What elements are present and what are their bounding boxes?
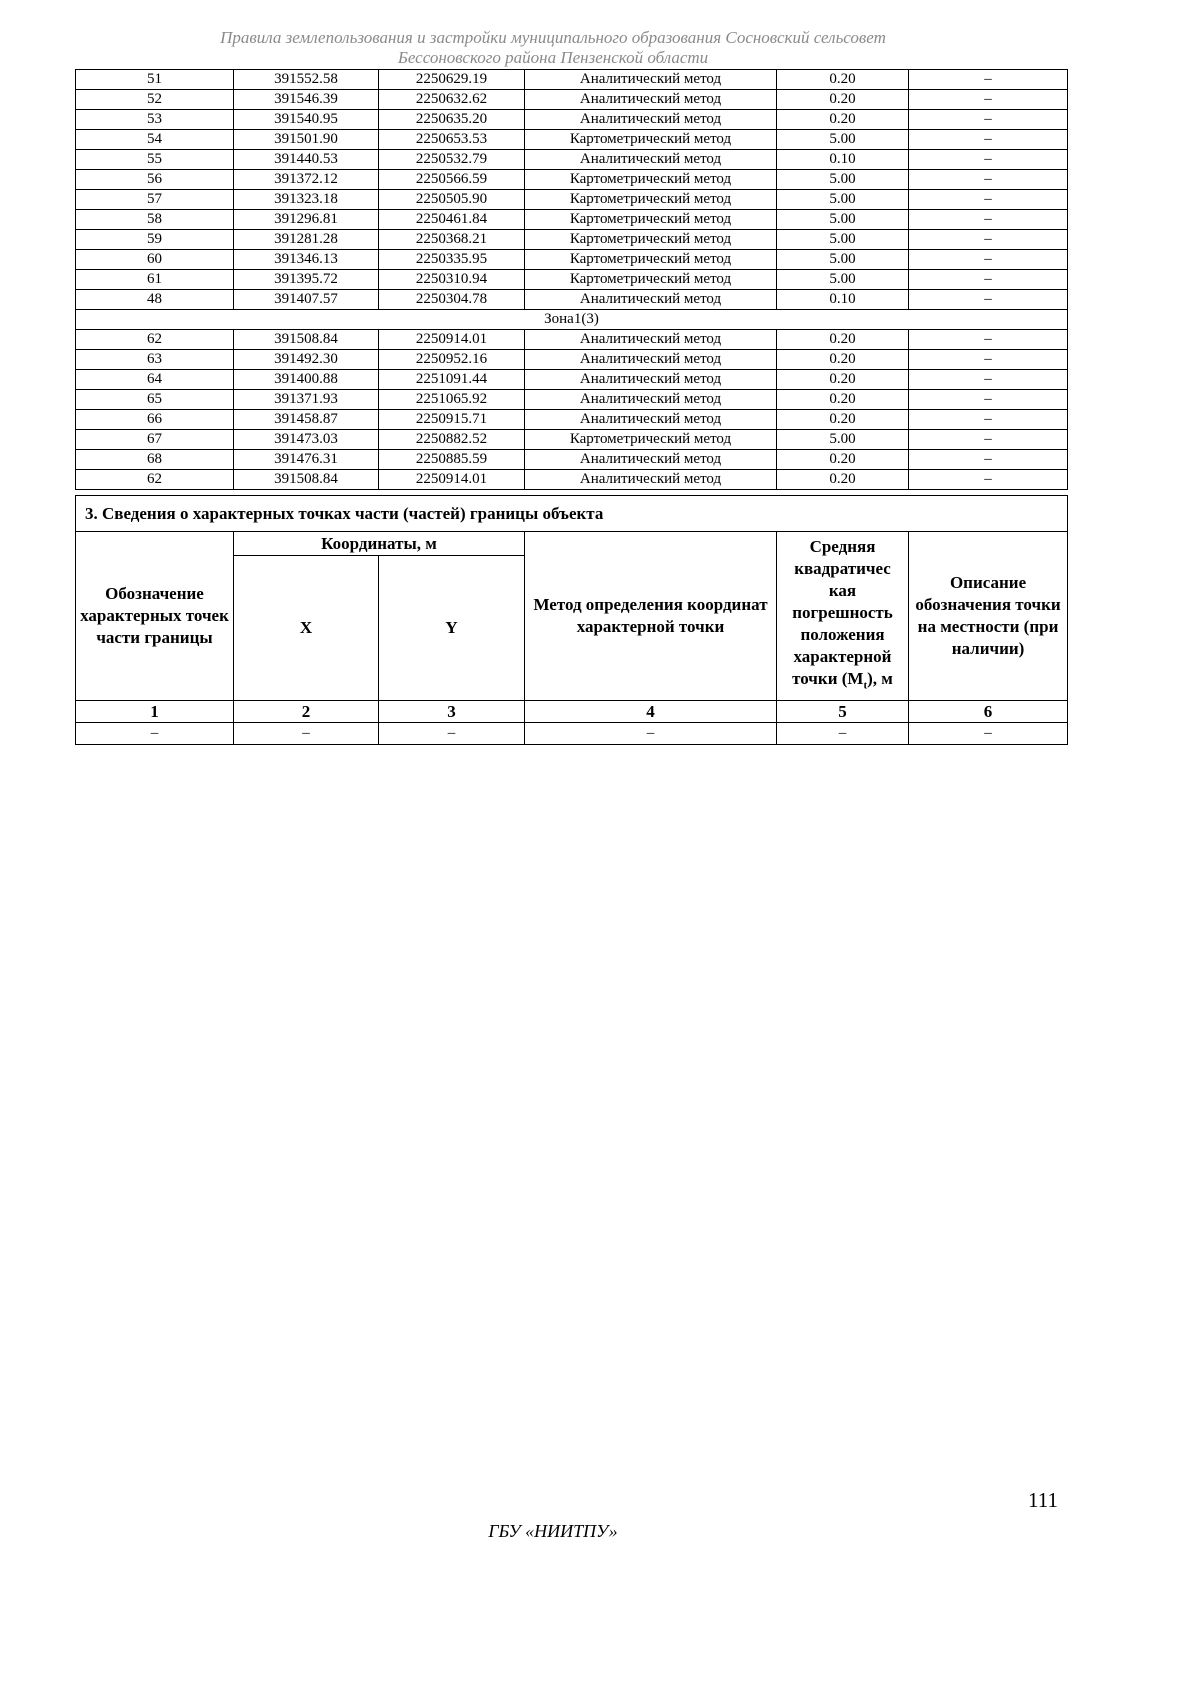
table-cell: Картометрический метод [525, 170, 777, 190]
table-cell: 62 [76, 330, 234, 350]
table-cell: – [234, 723, 379, 745]
table-row [76, 130, 1068, 150]
table-cell: – [909, 390, 1068, 410]
table-cell: 57 [76, 190, 234, 210]
table-cell: 391407.57 [234, 290, 379, 310]
table-cell: Картометрический метод [525, 430, 777, 450]
column-number: 1 [76, 701, 234, 723]
table-cell: Аналитический метод [525, 290, 777, 310]
table-cell: 2250368.21 [379, 230, 525, 250]
table-cell: 5.00 [777, 230, 909, 250]
table-cell: 2250653.53 [379, 130, 525, 150]
column-number: 2 [234, 701, 379, 723]
table-cell: 59 [76, 230, 234, 250]
table-cell: – [909, 430, 1068, 450]
table-cell: 391296.81 [234, 210, 379, 230]
table-row [76, 470, 1068, 490]
table-row [76, 70, 1068, 90]
table-cell: 5.00 [777, 250, 909, 270]
table-cell: 2251091.44 [379, 370, 525, 390]
table-cell: – [909, 110, 1068, 130]
table-cell: 0.20 [777, 350, 909, 370]
table-cell: Аналитический метод [525, 330, 777, 350]
table-cell: Картометрический метод [525, 250, 777, 270]
table-cell: – [909, 250, 1068, 270]
table-cell: – [909, 150, 1068, 170]
header-mean-square-error: Средняя квадратичес кая погрешность положения характерной точки $(M_t)$, м [777, 532, 909, 701]
table-cell: 5.00 [777, 130, 909, 150]
table-cell: 0.20 [777, 410, 909, 430]
document-footer: ГБУ «НИИТПУ» [488, 1521, 618, 1541]
table-cell: 391323.18 [234, 190, 379, 210]
table-row [76, 330, 1068, 350]
table-cell: Аналитический метод [525, 90, 777, 110]
part-boundary-points-table [75, 495, 1068, 745]
table-cell: 391346.13 [234, 250, 379, 270]
table-cell: – [909, 410, 1068, 430]
table-row [76, 210, 1068, 230]
table-row [76, 110, 1068, 130]
table-cell: 0.20 [777, 70, 909, 90]
table-cell: 391473.03 [234, 430, 379, 450]
table-cell: Аналитический метод [525, 410, 777, 430]
table-row [76, 450, 1068, 470]
table-cell: 2250882.52 [379, 430, 525, 450]
table-cell: 64 [76, 370, 234, 390]
table-cell: Аналитический метод [525, 470, 777, 490]
table-row [76, 250, 1068, 270]
table-cell: Аналитический метод [525, 390, 777, 410]
table-cell: Аналитический метод [525, 110, 777, 130]
table-cell: 2250914.01 [379, 330, 525, 350]
header-x: X [234, 556, 379, 701]
table-cell: 2250304.78 [379, 290, 525, 310]
table-cell: – [909, 170, 1068, 190]
column-number: 4 [525, 701, 777, 723]
table-cell: 2250952.16 [379, 350, 525, 370]
table-cell: 391400.88 [234, 370, 379, 390]
table-cell: – [909, 130, 1068, 150]
table-cell: – [777, 723, 909, 745]
table-cell: 391552.58 [234, 70, 379, 90]
header-point-description: Описание обозначения точки на местности (при наличии) [909, 532, 1068, 701]
table-cell: 391508.84 [234, 470, 379, 490]
table-cell: 61 [76, 270, 234, 290]
column-number: 3 [379, 701, 525, 723]
zone-label: Зона1(3) [76, 310, 1068, 330]
table-row [76, 410, 1068, 430]
table-row [76, 270, 1068, 290]
table-cell: 391281.28 [234, 230, 379, 250]
table-row [76, 90, 1068, 110]
table-cell: 0.20 [777, 110, 909, 130]
table-cell: – [909, 70, 1068, 90]
table-cell: 60 [76, 250, 234, 270]
table-row [76, 430, 1068, 450]
table-cell: – [909, 350, 1068, 370]
table-cell: 2250632.62 [379, 90, 525, 110]
table-cell: Картометрический метод [525, 210, 777, 230]
table-cell: 391395.72 [234, 270, 379, 290]
table-cell: Картометрический метод [525, 190, 777, 210]
table-cell: 391501.90 [234, 130, 379, 150]
table-cell: – [909, 450, 1068, 470]
table-cell: 2250915.71 [379, 410, 525, 430]
table-cell: 53 [76, 110, 234, 130]
section-3-title: 3. Сведения о характерных точках части (частей) границы объекта [76, 496, 1068, 532]
table-cell: – [379, 723, 525, 745]
table-row [76, 170, 1068, 190]
table-cell: Аналитический метод [525, 350, 777, 370]
table-cell: Картометрический метод [525, 130, 777, 150]
table-row [76, 150, 1068, 170]
table-cell: 0.10 [777, 150, 909, 170]
table-cell: – [909, 270, 1068, 290]
table-cell: – [909, 330, 1068, 350]
table-cell: 56 [76, 170, 234, 190]
table-cell: 391508.84 [234, 330, 379, 350]
table-cell: 2250885.59 [379, 450, 525, 470]
table-cell: 0.20 [777, 330, 909, 350]
table-cell: 2250532.79 [379, 150, 525, 170]
table-cell: 2250505.90 [379, 190, 525, 210]
table-cell: 67 [76, 430, 234, 450]
table-cell: 0.20 [777, 90, 909, 110]
table-row [76, 190, 1068, 210]
column-number: 5 [777, 701, 909, 723]
table-cell: – [909, 230, 1068, 250]
table-cell: – [909, 190, 1068, 210]
table-cell: 58 [76, 210, 234, 230]
table-row [76, 230, 1068, 250]
table-cell: 62 [76, 470, 234, 490]
table-row [76, 370, 1068, 390]
table-cell: 68 [76, 450, 234, 470]
table-cell: 0.20 [777, 370, 909, 390]
table-cell: – [909, 90, 1068, 110]
table-cell: 2250629.19 [379, 70, 525, 90]
document-running-header: Правила землепользования и застройки муниципального образования Сосновский сельсовет [220, 28, 886, 47]
table-cell: 2251065.92 [379, 390, 525, 410]
table-cell: 2250310.94 [379, 270, 525, 290]
table-cell: 2250461.84 [379, 210, 525, 230]
table-cell: 5.00 [777, 210, 909, 230]
table-cell: 2250335.95 [379, 250, 525, 270]
header-point-designation: Обозначение характерных точек части границы [76, 532, 234, 701]
coordinates-table [75, 69, 1068, 490]
table-cell: 55 [76, 150, 234, 170]
table-cell: 0.20 [777, 390, 909, 410]
table-cell: Аналитический метод [525, 150, 777, 170]
table-cell: 391476.31 [234, 450, 379, 470]
table-cell: 0.10 [777, 290, 909, 310]
document-running-header-line2: Бессоновского района Пензенской области [397, 48, 709, 67]
zone-row [76, 310, 1068, 330]
header-coordinates: Координаты, м [234, 532, 525, 556]
table-cell: 2250635.20 [379, 110, 525, 130]
table-cell: 54 [76, 130, 234, 150]
table-cell: Картометрический метод [525, 270, 777, 290]
table-cell: 391440.53 [234, 150, 379, 170]
table-cell: – [909, 370, 1068, 390]
header-method: Метод определения координат характерной точки [525, 532, 777, 701]
table-cell: – [76, 723, 234, 745]
table-cell: 0.20 [777, 470, 909, 490]
table-cell: 391371.93 [234, 390, 379, 410]
table-cell: 391492.30 [234, 350, 379, 370]
table-cell: – [909, 470, 1068, 490]
table-cell: – [525, 723, 777, 745]
header-y: Y [379, 556, 525, 701]
table-cell: – [909, 290, 1068, 310]
table-cell: 5.00 [777, 430, 909, 450]
table-row [76, 390, 1068, 410]
table-cell: 391546.39 [234, 90, 379, 110]
table-cell: – [909, 723, 1068, 745]
table-cell: 2250566.59 [379, 170, 525, 190]
table-cell: 5.00 [777, 190, 909, 210]
column-numbers-row [76, 701, 1068, 723]
table-cell: – [909, 210, 1068, 230]
page-number: 111 [1028, 1488, 1058, 1512]
table-cell: 2250914.01 [379, 470, 525, 490]
table-cell: 5.00 [777, 270, 909, 290]
table-cell: 0.20 [777, 450, 909, 470]
table-cell: 48 [76, 290, 234, 310]
table-cell: Аналитический метод [525, 70, 777, 90]
table-cell: 391458.87 [234, 410, 379, 430]
table-cell: 63 [76, 350, 234, 370]
table-cell: Картометрический метод [525, 230, 777, 250]
table-row [76, 350, 1068, 370]
table-cell: 391540.95 [234, 110, 379, 130]
column-number: 6 [909, 701, 1068, 723]
table-cell: Аналитический метод [525, 450, 777, 470]
table-cell: 51 [76, 70, 234, 90]
table-cell: Аналитический метод [525, 370, 777, 390]
table-cell: 391372.12 [234, 170, 379, 190]
table-row [76, 290, 1068, 310]
table-cell: 5.00 [777, 170, 909, 190]
table-cell: 66 [76, 410, 234, 430]
table-cell: 52 [76, 90, 234, 110]
table-cell: 65 [76, 390, 234, 410]
empty-data-row [76, 723, 1068, 745]
